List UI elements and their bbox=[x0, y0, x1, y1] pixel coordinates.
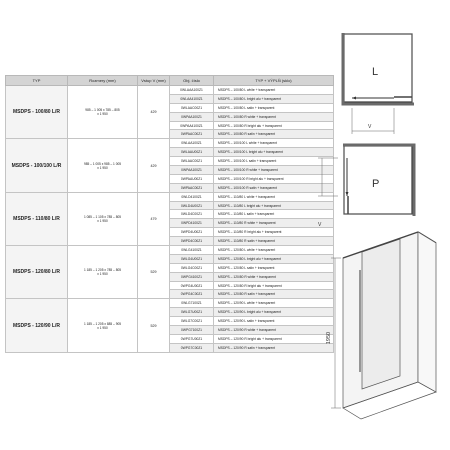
order-number-cell: 0WLG7100Z1 bbox=[170, 299, 214, 308]
plan-left-label: L bbox=[372, 66, 379, 78]
type-filling-cell: MSDPS – 120/90 L bright alu + transparent bbox=[214, 308, 334, 317]
order-number-cell: 0WLG4100Z1 bbox=[170, 246, 214, 255]
order-number-cell: 0WLD4U00Z1 bbox=[170, 201, 214, 210]
type-filling-cell: MSDPS – 120/80 L white + transparent bbox=[214, 246, 334, 255]
slide-arrow-icon bbox=[346, 192, 349, 196]
type-filling-cell: MSDPS – 110/80 L bright alu + transparent bbox=[214, 201, 334, 210]
type-filling-cell: MSDPS – 100/100 R satin + transparent bbox=[214, 183, 334, 192]
type-filling-cell: MSDPS – 110/80 R white + transparent bbox=[214, 219, 334, 228]
header-typ: TYP bbox=[6, 76, 68, 86]
type-filling-cell: MSDPS – 110/80 R bright alu + transparent bbox=[214, 228, 334, 237]
type-filling-cell: MSDPS – 110/80 L white + transparent bbox=[214, 192, 334, 201]
type-filling-cell: MSDPS – 110/80 L satin + transparent bbox=[214, 210, 334, 219]
type-filling-cell: MSDPS – 100/80 L bright alu + transparent bbox=[214, 94, 334, 103]
type-filling-cell: MSDPS – 120/80 L bright alu + transparent bbox=[214, 254, 334, 263]
header-dimensions: Rozmery (mm) bbox=[68, 76, 138, 86]
dimensions-cell: 985 – 1 005 x 985 – 1 005 x 1 950 bbox=[68, 139, 138, 192]
order-number-cell: 0WPAAC00Z1 bbox=[170, 183, 214, 192]
order-number-cell: 0WLD4C00Z1 bbox=[170, 210, 214, 219]
order-number-cell: 0WLAA100Z1 bbox=[170, 139, 214, 148]
type-filling-cell: MSDPS – 100/80 R satin + transparent bbox=[214, 130, 334, 139]
entry-width-cell: 529 bbox=[138, 246, 170, 299]
order-number-cell: 0WLG4U00Z1 bbox=[170, 254, 214, 263]
order-number-cell: 0WPAA4100Z1 bbox=[170, 121, 214, 130]
order-number-cell: 0WPG7C00Z1 bbox=[170, 343, 214, 352]
type-filling-cell: MSDPS – 100/100 R bright alu + transparent bbox=[214, 174, 334, 183]
wall-line bbox=[343, 33, 414, 104]
type-filling-cell: MSDPS – 120/90 L satin + transparent bbox=[214, 317, 334, 326]
order-number-cell: 0WPG7100Z1 bbox=[170, 326, 214, 335]
order-number-cell: 0WPAAC00Z1 bbox=[170, 130, 214, 139]
height-dimension-label: 1950 bbox=[326, 331, 332, 345]
order-number-cell: 0WLAAU00Z1 bbox=[170, 148, 214, 157]
type-filling-cell: MSDPS – 100/80 L satin + transparent bbox=[214, 103, 334, 112]
header-entry: Vstup V (mm) bbox=[138, 76, 170, 86]
order-number-cell: 0WLAAC00Z1 bbox=[170, 103, 214, 112]
order-number-cell: 0WPAAU00Z1 bbox=[170, 174, 214, 183]
entry-width-label: V bbox=[368, 124, 372, 130]
header-type-filling: TYP + VÝPLŇ (sklo) bbox=[214, 76, 334, 86]
order-number-cell: 0WLG7U00Z1 bbox=[170, 308, 214, 317]
order-number-cell: 0WPD4U00Z1 bbox=[170, 228, 214, 237]
order-number-cell: 0WPAA100Z1 bbox=[170, 112, 214, 121]
dimensions-cell: 1 085 – 1 105 x 785 – 805 x 1 950 bbox=[68, 192, 138, 245]
order-number-cell: 0WLG7C00Z1 bbox=[170, 317, 214, 326]
product-type-cell: MSDPS - 120/80 L/R bbox=[6, 246, 68, 299]
product-type-cell: MSDPS - 120/90 L/R bbox=[6, 299, 68, 352]
product-type-cell: MSDPS - 110/80 L/R bbox=[6, 192, 68, 245]
type-filling-cell: MSDPS – 120/80 R bright alu + transparent bbox=[214, 281, 334, 290]
entry-width-cell: 479 bbox=[138, 192, 170, 245]
enclosure-3d-view bbox=[331, 232, 436, 419]
type-filling-cell: MSDPS – 100/80 L white + transparent bbox=[214, 86, 334, 95]
entry-width-label: V bbox=[318, 222, 322, 228]
type-filling-cell: MSDPS – 120/90 R white + transparent bbox=[214, 326, 334, 335]
type-filling-cell: MSDPS – 100/80 R white + transparent bbox=[214, 112, 334, 121]
type-filling-cell: MSDPS – 100/100 L white + transparent bbox=[214, 139, 334, 148]
type-filling-cell: MSDPS – 100/100 L bright alu + transparent bbox=[214, 148, 334, 157]
type-filling-cell: MSDPS – 100/100 R white + transparent bbox=[214, 166, 334, 175]
plan-right-diagram bbox=[318, 145, 414, 228]
sliding-glass-door bbox=[362, 239, 400, 389]
entry-width-cell: 529 bbox=[138, 299, 170, 352]
entry-width-cell: 429 bbox=[138, 139, 170, 192]
type-filling-cell: MSDPS – 120/90 L white + transparent bbox=[214, 299, 334, 308]
type-filling-cell: MSDPS – 120/90 R satin + transparent bbox=[214, 343, 334, 352]
type-filling-cell: MSDPS – 120/80 R white + transparent bbox=[214, 272, 334, 281]
order-number-cell: 0WLAA4100Z1 bbox=[170, 94, 214, 103]
dimensions-cell: 985 – 1 005 x 785 – 805 x 1 950 bbox=[68, 86, 138, 139]
order-number-cell: 0WPAA100Z1 bbox=[170, 166, 214, 175]
type-filling-cell: MSDPS – 120/90 R bright alu + transparent bbox=[214, 334, 334, 343]
order-number-cell: 0WPD4C00Z1 bbox=[170, 237, 214, 246]
order-number-cell: 0WLAAC00Z1 bbox=[170, 157, 214, 166]
order-number-cell: 0WPD4100Z1 bbox=[170, 219, 214, 228]
product-type-cell: MSDPS - 100/80 L/R bbox=[6, 86, 68, 139]
header-order-number: Obj. číslo bbox=[170, 76, 214, 86]
type-filling-cell: MSDPS – 110/80 R satin + transparent bbox=[214, 237, 334, 246]
order-number-cell: 0WLAAA100Z1 bbox=[170, 86, 214, 95]
type-filling-cell: MSDPS – 120/80 R satin + transparent bbox=[214, 290, 334, 299]
order-number-cell: 0WPG4100Z1 bbox=[170, 272, 214, 281]
plan-right-label: P bbox=[372, 178, 380, 190]
type-filling-cell: MSDPS – 120/80 L satin + transparent bbox=[214, 263, 334, 272]
dimensions-cell: 1 185 – 1 205 x 885 – 905 x 1 950 bbox=[68, 299, 138, 352]
product-type-cell: MSDPS - 100/100 L/R bbox=[6, 139, 68, 192]
entry-width-cell: 429 bbox=[138, 86, 170, 139]
order-number-cell: 0WLD4100Z1 bbox=[170, 192, 214, 201]
type-filling-cell: MSDPS – 100/100 L satin + transparent bbox=[214, 157, 334, 166]
side-glass-panel bbox=[418, 232, 436, 392]
order-number-cell: 0WPG4U00Z1 bbox=[170, 281, 214, 290]
order-number-cell: 0WPG7U00Z1 bbox=[170, 334, 214, 343]
slide-arrow-icon bbox=[352, 97, 356, 100]
order-number-cell: 0WPG4C00Z1 bbox=[170, 290, 214, 299]
dimensions-cell: 1 185 – 1 205 x 785 – 805 x 1 950 bbox=[68, 246, 138, 299]
type-filling-cell: MSDPS – 100/80 R bright alu + transparent bbox=[214, 121, 334, 130]
order-number-cell: 0WLG4C00Z1 bbox=[170, 263, 214, 272]
plan-left-diagram bbox=[343, 33, 414, 134]
